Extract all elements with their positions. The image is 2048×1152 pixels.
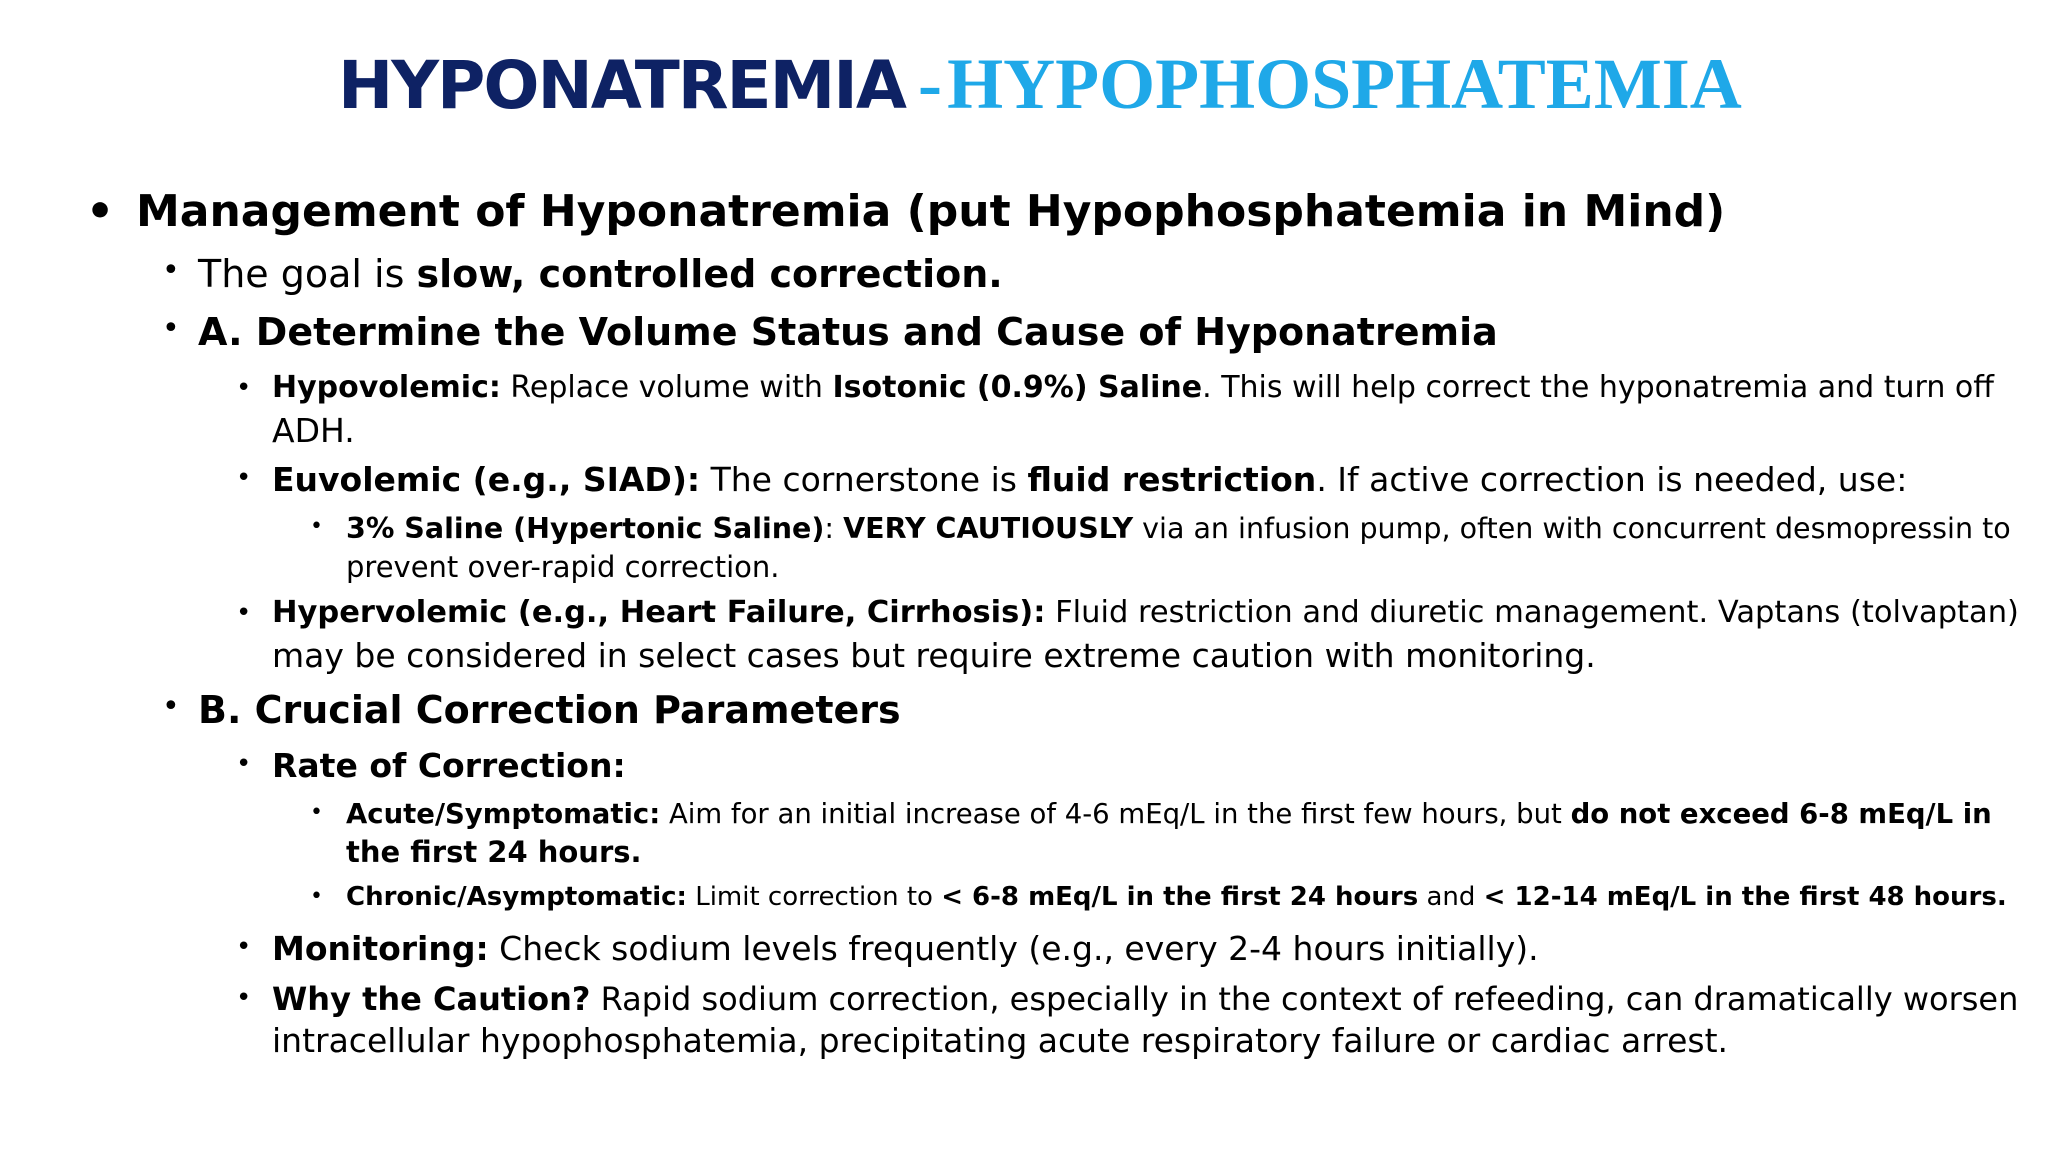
bullet-marker: • [162,311,180,346]
caution-label: Why the Caution? [272,980,591,1018]
acute-bold: do not exceed 6-8 mEq/L in [1570,798,1992,830]
bullet-marker: • [162,689,180,724]
title-separator: - [918,44,943,124]
hypovolemic-label: Hypovolemic: [272,370,501,405]
bullet-marker: • [310,514,323,539]
euvolemic-text: The cornerstone is [700,460,1028,499]
section-b-heading: B. Crucial Correction Parameters [198,688,901,732]
hypervolemic-text: Fluid restriction and diuretic management. Vaptans (tolvaptan) [1045,595,2019,630]
hypovolemic-item [272,370,1994,405]
monitoring-item [272,929,1539,968]
hypervolemic-line-2: may be considered in select cases but require extreme caution with monitoring. [272,636,1596,675]
bullet-marker: • [236,983,252,1013]
hypovolemic-bold: Isotonic (0.9%) Saline [832,370,1203,405]
bullet-marker: • [310,884,323,909]
acute-text: Aim for an initial increase of 4-6 mEq/L in the first few hours, but [660,798,1571,830]
euvolemic-item [272,460,1907,499]
chronic-bold: < 6-8 mEq/L in the first 24 hours [941,882,1419,912]
saline-bold: VERY CAUTIOUSLY [843,512,1134,545]
bullet-marker: • [236,373,252,403]
title-main: HYPONATREMIA [338,47,905,124]
monitoring-label: Monitoring: [272,929,489,968]
caution-line-2: intracellular hypophosphatemia, precipitating acute respiratory failure or cardiac arrest. [272,1021,1729,1060]
chronic-item [346,882,2007,912]
bullet-marker: • [236,463,252,493]
goal-bold: slow, controlled correction. [416,252,1003,296]
title-sub: HYPOPHOSPHATEMIA [947,44,1742,124]
hypervolemic-label: Hypervolemic (e.g., Heart Failure, Cirrhosis): [272,595,1046,630]
monitoring-text: Check sodium levels frequently (e.g., every 2-4 hours initially). [488,929,1539,968]
saline-label: 3% Saline (Hypertonic Saline) [346,512,825,545]
caution-item [272,980,2018,1018]
euvolemic-bold: fluid restriction [1027,460,1317,499]
acute-label: Acute/Symptomatic: [346,798,661,830]
saline-line-2: prevent over-rapid correction. [346,550,780,584]
slide-title [338,44,1742,124]
hypovolemic-line-2: ADH. [272,411,355,450]
rate-item: Rate of Correction: [272,746,626,785]
hypovolemic-text: Replace volume with [500,370,833,405]
saline-text-2: via an infusion pump, often with concurrent desmopressin to [1133,512,2011,545]
goal-item [198,252,1003,296]
bullet-marker: • [86,186,115,237]
bullet-marker: • [236,598,252,628]
main-heading: Management of Hyponatremia (put Hypophosphatemia in Mind) [136,186,1726,237]
saline-text: : [824,512,844,545]
acute-item [346,798,1992,830]
euvolemic-text-2: . If active correction is needed, use: [1316,460,1908,499]
hypervolemic-item [272,595,2019,630]
bullet-marker: • [162,253,180,288]
chronic-text-2: and [1418,882,1484,912]
acute-line-2: the first 24 hours. [346,835,642,869]
bullet-marker: • [236,932,252,962]
caution-text: Rapid sodium correction, especially in the context of refeeding, can dramatically worsen [590,980,2019,1018]
euvolemic-label: Euvolemic (e.g., SIAD): [272,460,701,499]
hypovolemic-text-2: . This will help correct the hyponatremia and turn off [1202,370,1994,405]
goal-prefix: The goal is [198,252,417,296]
saline-item [346,512,2011,545]
bullet-marker: • [310,800,323,825]
chronic-label: Chronic/Asymptomatic: [346,882,687,912]
chronic-text: Limit correction to [686,882,942,912]
chronic-bold-2: < 12-14 mEq/L in the first 48 hours. [1483,882,2007,912]
section-a-heading: A. Determine the Volume Status and Cause of Hyponatremia [198,310,1498,354]
bullet-marker: • [236,749,252,779]
